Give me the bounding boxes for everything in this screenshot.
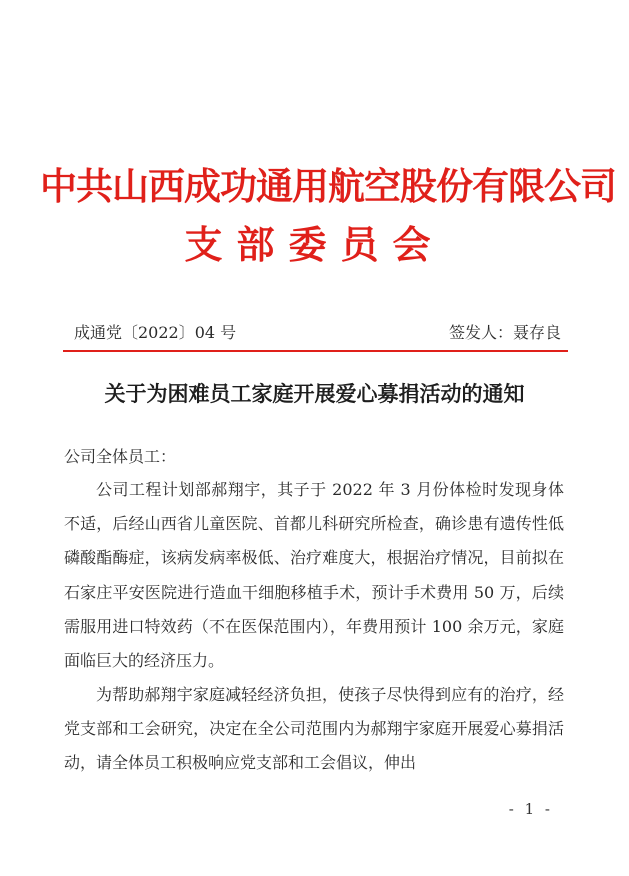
body-paragraph-2: 为帮助郝翔宇家庭减轻经济负担，使孩子尽快得到应有的治疗，经党支部和工会研究，决定在全公司范围内为郝翔宇家庭开展爱心募捐活动，请全体员工积极响应党支部和工会倡议，伸出	[64, 685, 564, 773]
org-header-line2: 支部委员会	[184, 222, 445, 267]
document-number: 成通党〔2022〕04 号	[74, 323, 237, 342]
page-number: - 1 -	[508, 800, 553, 818]
salutation: 公司全体员工：	[64, 447, 177, 466]
notice-title: 关于为困难员工家庭开展爱心募捐活动的通知	[104, 381, 525, 406]
red-divider-line	[63, 350, 568, 352]
signer: 签发人：聂存良	[448, 323, 561, 342]
org-header-line1: 中共山西成功通用航空股份有限公司	[40, 164, 616, 208]
body-paragraph-1: 公司工程计划部郝翔宇，其子于 2022 年 3 月份体检时发现身体不适，后经山西省儿童医院、首都儿科研究所检查，确诊患有遗传性低磷酸酯酶症，该病发病率极低、治疗难度大，根据治疗情况，目前拟在石家庄平安医院进行造血干细胞移植手术，预计手术费用 50 万，后续需服用进口特效药（不在医保范围内），年费用预计 100 余万元，家庭面临巨大的经济压力。	[64, 480, 564, 671]
